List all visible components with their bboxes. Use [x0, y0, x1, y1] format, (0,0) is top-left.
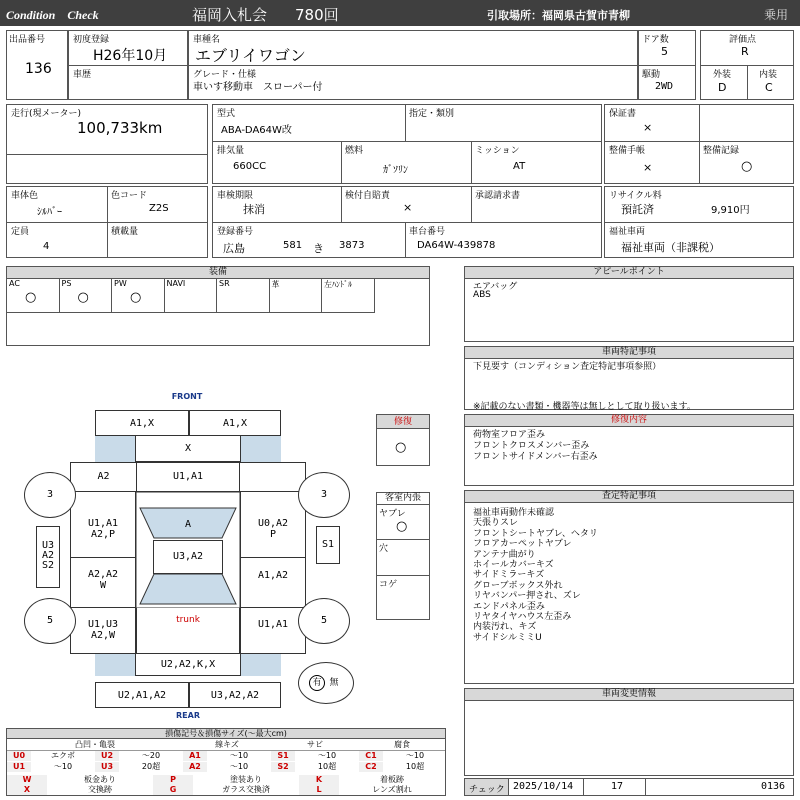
- appeal-box: [464, 266, 794, 342]
- equipment-item-label: 革: [271, 280, 280, 289]
- check-label: チェック: [469, 785, 505, 795]
- legend-desc: 10超: [317, 762, 337, 771]
- wheel-rear-right[interactable]: 5: [298, 598, 350, 644]
- assess-line: サイドミラーキズ: [473, 570, 545, 581]
- legend-code: S2: [271, 762, 295, 772]
- legend-group: 線キズ: [183, 740, 271, 751]
- reg-class: 581: [283, 240, 303, 251]
- history-label: 車歴: [73, 70, 92, 80]
- equipment-item-label: 左ﾊﾝﾄﾞﾙ: [324, 280, 352, 289]
- doors-box: [638, 30, 696, 100]
- legend-desc: 〜10: [405, 751, 425, 760]
- header-title-left: Condition Check: [6, 8, 99, 22]
- spare-no: 無: [329, 678, 339, 688]
- drive-value: 2WD: [655, 81, 674, 92]
- legend-desc: 〜10: [317, 751, 337, 760]
- assess-line: フロントシートヤブレ、ヘタリ: [473, 528, 598, 539]
- side-panel-right[interactable]: S1: [316, 526, 340, 564]
- change-title: 車両変更情報: [465, 689, 793, 701]
- special-line-1: 下見要す（コンディション査定特記事項参照）: [473, 362, 662, 372]
- equipment-item-label: PW: [114, 279, 127, 288]
- inspection-label: 車検期限: [217, 191, 254, 201]
- panel-top-right[interactable]: A1,X: [189, 410, 281, 436]
- spec-box: [212, 104, 602, 184]
- legend-code: P: [153, 775, 193, 785]
- equipment-item: [7, 279, 60, 313]
- recycle-status: 預託済: [621, 203, 654, 216]
- color-code-label: 色コード: [111, 191, 148, 201]
- legend-desc: 〜10: [229, 751, 249, 760]
- equipment-item: [60, 279, 113, 313]
- exterior-label: 外装: [713, 70, 732, 80]
- appeal-title: アピールポイント: [465, 267, 793, 279]
- panel-center-a[interactable]: A: [184, 519, 192, 530]
- liability-value: ×: [403, 201, 413, 214]
- legend-desc: 10超: [405, 762, 425, 771]
- cabin-item1: ヤブレ: [379, 509, 406, 519]
- docs-box: [604, 104, 794, 184]
- chassis-label: 車台番号: [409, 227, 446, 237]
- special-box: [464, 346, 794, 410]
- legend-code: W: [7, 775, 47, 785]
- first-reg-label: 初度登録: [73, 35, 110, 45]
- repair-title: 修復内容: [465, 415, 793, 427]
- equipment-item-mark: ○: [77, 290, 89, 305]
- assess-line: 天張りスレ: [473, 518, 519, 529]
- equipment-item: [217, 279, 270, 313]
- reg-kana: き: [313, 242, 324, 255]
- maint-value: ○: [741, 159, 753, 174]
- legend-desc: 〜20: [141, 751, 161, 760]
- assess-line: リヤバンパー押され、ズレ: [473, 591, 581, 602]
- assess-line: グローブボックス外れ: [473, 580, 563, 591]
- front-label: FRONT: [171, 392, 203, 401]
- repair-flag-mark: ○: [395, 440, 407, 455]
- recycle-fee: 9,910円: [711, 205, 750, 216]
- exterior-value: D: [718, 81, 727, 94]
- score-label: 評価点: [729, 35, 757, 45]
- mileage-box: [6, 104, 208, 184]
- interior-value: C: [765, 81, 773, 94]
- reg-box: [212, 186, 602, 258]
- panel-rear-right[interactable]: U1,A1: [240, 608, 306, 654]
- legend-desc: 〜10: [53, 762, 73, 771]
- equipment-title: 装備: [7, 267, 429, 279]
- equipment-item: [270, 279, 323, 313]
- legend-code: S1: [271, 751, 295, 761]
- assess-line: フロアカーペットヤブレ: [473, 539, 572, 550]
- assess-line: ホイールカバーキズ: [473, 560, 554, 570]
- drive-label: 駆動: [642, 70, 661, 80]
- load-label: 積載量: [111, 227, 139, 237]
- change-box: [464, 688, 794, 776]
- mileage-value: 100,733km: [77, 119, 163, 137]
- spare-yes-mark: 有: [309, 675, 325, 691]
- legend-desc: 交換跡: [88, 785, 112, 794]
- color-value: ｼﾙﾊﾞｰ: [37, 207, 62, 218]
- side-panel-left[interactable]: U3 A2 S2: [36, 526, 60, 588]
- equipment-item-label: PS: [61, 279, 72, 288]
- cabin-item2: 穴: [379, 544, 389, 554]
- displacement-value: 660CC: [233, 161, 267, 172]
- legend-code: C1: [359, 751, 383, 761]
- special-title: 車両特記事項: [465, 347, 793, 359]
- auction-number: 780回: [295, 6, 339, 24]
- appeal-line-2: ABS: [473, 290, 491, 300]
- color-code-value: Z2S: [149, 203, 169, 214]
- category: 乗用: [764, 8, 789, 22]
- legend-group: 腐食: [359, 740, 445, 751]
- panel-top-left[interactable]: A1,X: [95, 410, 189, 436]
- fuel-label: 燃料: [345, 146, 364, 156]
- repair-flag-box: [376, 414, 430, 466]
- panel-rear-center[interactable]: U2,A2,K,X: [135, 654, 241, 676]
- designation-label: 指定・類別: [409, 109, 455, 119]
- legend-desc: 20超: [141, 762, 161, 771]
- first-reg-value: H26年10月: [93, 48, 168, 64]
- color-box: [6, 186, 208, 258]
- first-reg-box: [68, 30, 188, 100]
- legend-code: G: [153, 785, 193, 795]
- name-value: エブリイワゴン: [195, 46, 306, 65]
- mission-label: ミッション: [475, 146, 520, 156]
- check-num1: 17: [611, 781, 624, 792]
- interior-label: 内装: [759, 70, 778, 80]
- panel-center-roof[interactable]: U3,A2: [153, 540, 223, 574]
- wheel-front-right[interactable]: 3: [298, 472, 350, 518]
- repair-line-3: フロントサイドメンバー右歪み: [473, 452, 598, 462]
- model-value: ABA-DA64W改: [221, 125, 292, 136]
- repair-flag-title: 修復: [377, 415, 429, 429]
- trunk-label: trunk: [176, 615, 200, 625]
- panel-roof-front[interactable]: U1,A1: [136, 462, 240, 492]
- doors-value: 5: [661, 45, 668, 58]
- name-label: 車種名: [193, 35, 221, 45]
- panel-x[interactable]: X: [135, 436, 241, 462]
- check-box: [464, 778, 794, 796]
- legend-code: K: [299, 775, 339, 785]
- cabin-box: [376, 492, 430, 620]
- legend-desc: 塗装あり: [230, 775, 262, 784]
- legend-desc: ガラス交換済: [222, 785, 270, 794]
- legend-title: 損傷記号＆損傷サイズ(〜最大cm): [7, 729, 445, 739]
- warranty-value: ×: [643, 121, 653, 134]
- legend-code: X: [7, 785, 47, 795]
- legend-group: サビ: [271, 740, 359, 751]
- panel-bottom-right[interactable]: U3,A2,A2: [189, 682, 281, 708]
- special-line-2: ※記載のない書類・機器等は無しとして取り扱います。: [473, 402, 696, 412]
- equipment-item-mark: ○: [130, 290, 142, 305]
- welfare-label: 福祉車両: [609, 227, 646, 237]
- liability-label: 検付自賠責: [345, 191, 391, 201]
- legend-code: U1: [7, 762, 31, 772]
- equipment-item-label: SR: [219, 279, 230, 288]
- pickup-location: 引取場所：福岡県古賀市青柳: [487, 9, 630, 22]
- equipment-item-label: NAVI: [166, 279, 186, 288]
- score-box: [700, 30, 794, 100]
- rear-label: REAR: [176, 711, 200, 720]
- manual-value: ×: [643, 161, 653, 174]
- equipment-item-mark: ○: [25, 290, 37, 305]
- check-num2: 0136: [761, 781, 786, 792]
- legend-box: [6, 728, 446, 796]
- equipment-item: [112, 279, 165, 313]
- legend-code: A2: [183, 762, 207, 772]
- equipment-item-label: AC: [9, 279, 20, 288]
- assess-line: 内装汚れ、キズ: [473, 622, 537, 633]
- welfare-value: 福祉車両（非課税）: [621, 241, 720, 254]
- approval-label: 承認請求書: [475, 191, 521, 201]
- lot-box: [6, 30, 68, 100]
- assess-line: 福祉車両動作未確認: [473, 508, 555, 518]
- check-date: 2025/10/14: [513, 781, 574, 792]
- wheel-rear-left[interactable]: 5: [24, 598, 76, 644]
- maint-label: 整備記録: [703, 146, 740, 156]
- wheel-front-left[interactable]: 3: [24, 472, 76, 518]
- repair-line-1: 荷物室フロア歪み: [473, 430, 546, 440]
- panel-door-rear-left[interactable]: A2,A2 W: [70, 558, 136, 608]
- panel-door-rear-right[interactable]: A1,A2: [240, 558, 306, 608]
- legend-code: U0: [7, 751, 31, 761]
- legend-desc: レンズ割れ: [372, 785, 412, 794]
- chassis-value: DA64W-439878: [417, 240, 496, 251]
- legend-code: C2: [359, 762, 383, 772]
- fuel-value: ｶﾞｿﾘﾝ: [383, 165, 408, 176]
- model-label: 型式: [217, 109, 236, 119]
- assess-line: リヤタイヤハウス左歪み: [473, 612, 572, 622]
- manual-label: 整備手帳: [609, 146, 646, 156]
- assess-title: 査定特記事項: [465, 491, 793, 503]
- cabin-item3: コゲ: [379, 580, 398, 590]
- reg-label: 登録番号: [217, 227, 254, 237]
- legend-code: U3: [95, 762, 119, 772]
- equipment-item: [322, 279, 375, 313]
- legend-code: L: [299, 785, 339, 795]
- equipment-item: [165, 279, 218, 313]
- legend-desc: 〜10: [229, 762, 249, 771]
- cabin-title: 客室内張: [377, 493, 429, 505]
- legend-desc: 着板跡: [380, 775, 404, 784]
- name-box: [188, 30, 638, 100]
- panel-door-front-right[interactable]: U0,A2 P: [240, 492, 306, 558]
- panel-rear-left[interactable]: U1,U3 A2,W: [70, 608, 136, 654]
- recycle-label: リサイクル料: [609, 191, 662, 201]
- assess-line: アンテナ曲がり: [473, 549, 536, 560]
- mission-value: AT: [513, 161, 526, 172]
- lot-label: 出品番号: [9, 35, 46, 45]
- legend-group: 凸凹・亀裂: [7, 740, 183, 751]
- warranty-label: 保証書: [609, 109, 637, 119]
- panel-door-front-left[interactable]: U1,A1 A2,P: [70, 492, 136, 558]
- color-label: 車体色: [11, 191, 39, 201]
- appeal-line-1: エアバッグ: [473, 282, 518, 292]
- grade-label: グレード・仕様: [193, 70, 257, 80]
- repair-box: [464, 414, 794, 486]
- equipment-box: [6, 266, 430, 346]
- legend-desc: 板金あり: [84, 775, 116, 784]
- legend-desc: エクボ: [51, 751, 75, 760]
- legend-code: U2: [95, 751, 119, 761]
- grade-value: 車いす移動車 スローパー付: [193, 82, 323, 93]
- displacement-label: 排気量: [217, 146, 245, 156]
- assess-box: [464, 490, 794, 684]
- auction-name: 福岡入札会: [192, 6, 268, 24]
- inspection-value: 抹消: [243, 203, 265, 216]
- reg-area: 広島: [223, 242, 245, 255]
- capacity-value: 4: [43, 241, 50, 252]
- header-bar: [0, 0, 800, 26]
- panel-bottom-left[interactable]: U2,A1,A2: [95, 682, 189, 708]
- mileage-label: 走行(現メーター): [11, 109, 82, 119]
- assess-line: サイドシルミミU: [473, 632, 542, 643]
- score-value: R: [741, 45, 749, 58]
- reg-num: 3873: [339, 240, 365, 251]
- cabin-item1-mark: ○: [396, 519, 408, 534]
- assess-line: エンドパネル歪み: [473, 601, 545, 612]
- recycle-box: [604, 186, 794, 258]
- legend-code: A1: [183, 751, 207, 761]
- doors-label: ドア数: [642, 35, 669, 45]
- repair-line-2: フロントクロスメンバー歪み: [473, 441, 590, 451]
- panel-front-left[interactable]: A2: [70, 462, 136, 492]
- capacity-label: 定員: [11, 227, 30, 237]
- lot-value: 136: [25, 61, 52, 77]
